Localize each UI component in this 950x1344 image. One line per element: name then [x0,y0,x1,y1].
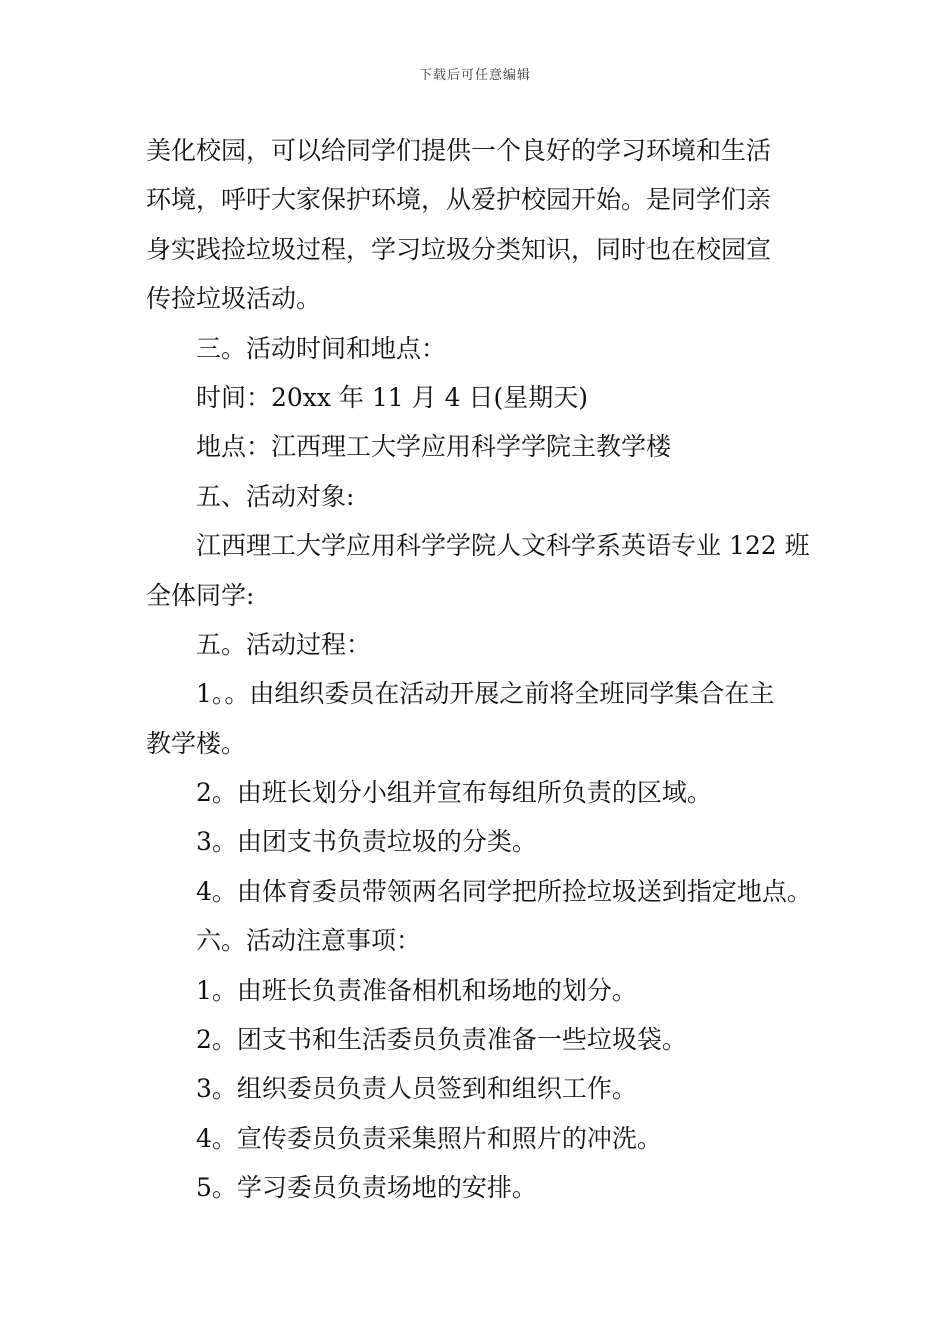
text-line: 1。由班长负责准备相机和场地的划分。 [196,975,637,1005]
text-line: 1。。由组织委员在活动开展之前将全班同学集合在主 [196,679,775,709]
text-line: 全体同学: [146,580,255,610]
text-line: 4。宣传委员负责采集照片和照片的冲洗。 [196,1123,662,1153]
text-line: 传捡垃圾活动。 [146,284,322,314]
text-line: 2。由班长划分小组并宣布每组所负责的区域。 [196,778,712,808]
text-line: 地点：江西理工大学应用科学学院主教学楼 [196,432,672,462]
text-line: 时间：20xx 年 11 月 4 日(星期天) [196,382,588,412]
text-line: 五。活动过程： [196,629,372,659]
text-line: 环境，呼吁大家保护环境，从爱护校园开始。是同学们亲 [146,185,772,215]
text-line: 4。由体育委员带领两名同学把所捡垃圾送到指定地点。 [196,876,812,906]
document-body [146,126,816,1213]
text-line: 美化校园，可以给同学们提供一个良好的学习环境和生活 [146,136,772,165]
text-line: 六。活动注意事项： [196,926,422,956]
text-line: 2。团支书和生活委员负责准备一些垃圾袋。 [196,1025,687,1055]
page-header: 下载后可任意编辑 [418,68,531,83]
text-line: 五、活动对象: [196,481,355,511]
text-line: 三。活动时间和地点： [196,333,447,363]
text-line: 3。由团支书负责垃圾的分类。 [196,827,537,857]
text-line: 3。组织委员负责人员签到和组织工作。 [196,1074,637,1104]
text-line: 5。学习委员负责场地的安排。 [196,1173,537,1203]
text-line: 身实践捡垃圾过程，学习垃圾分类知识，同时也在校园宣 [146,234,772,264]
text-line: 江西理工大学应用科学学院人文科学系英语专业 122 班 [196,531,810,561]
text-line: 教学楼。 [146,728,247,758]
